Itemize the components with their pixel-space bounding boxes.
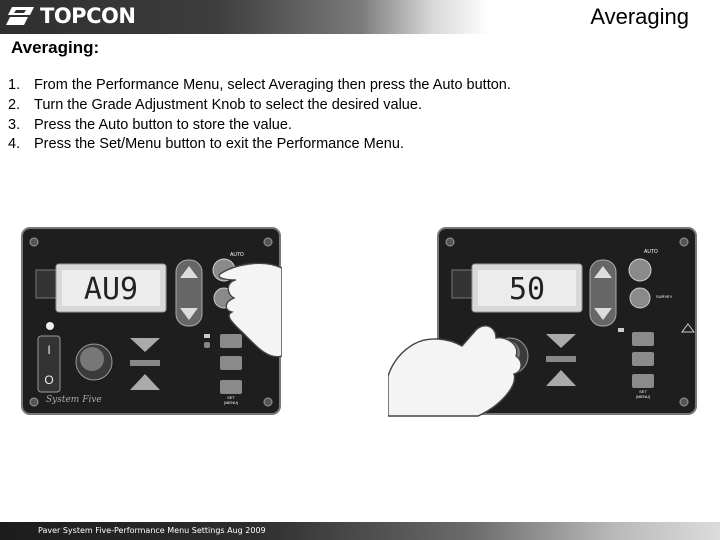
steps-list bbox=[8, 76, 511, 155]
screw-icon bbox=[680, 398, 688, 406]
right-button-2[interactable] bbox=[632, 352, 654, 366]
menu-label: (MENU) bbox=[635, 394, 651, 399]
step-number: 3. bbox=[8, 116, 21, 133]
screw-icon bbox=[446, 238, 454, 246]
step-text: Press the Set/Menu button to exit the Performance Menu. bbox=[34, 136, 404, 153]
auto-label: AUTO bbox=[644, 249, 658, 255]
right-control-panel bbox=[388, 226, 700, 418]
left-control-panel bbox=[20, 226, 282, 418]
set-label: SET bbox=[227, 395, 235, 400]
header-bar bbox=[0, 0, 720, 34]
lcd-value: AU9 bbox=[83, 272, 139, 307]
switch-on-label: I bbox=[47, 343, 51, 357]
list-item bbox=[8, 135, 511, 155]
screw-icon bbox=[264, 238, 272, 246]
topcon-logo bbox=[6, 3, 135, 29]
right-button-1[interactable] bbox=[632, 332, 654, 346]
middle-bar-button[interactable] bbox=[546, 356, 576, 362]
screw-icon bbox=[30, 398, 38, 406]
step-number: 1. bbox=[8, 77, 21, 93]
screw-icon bbox=[30, 238, 38, 246]
menu-label: (MENU) bbox=[223, 400, 239, 405]
list-item bbox=[8, 76, 511, 96]
panel-logo-icon bbox=[452, 270, 474, 298]
screw-icon bbox=[680, 238, 688, 246]
set-label: SET bbox=[639, 389, 647, 394]
survey-label: SURVEY bbox=[656, 294, 673, 299]
small-button[interactable] bbox=[204, 342, 210, 348]
footer-bar bbox=[0, 522, 720, 540]
system-five-brand: System Five bbox=[46, 395, 102, 405]
header-title: Averaging bbox=[590, 4, 689, 29]
middle-bar-button[interactable] bbox=[130, 360, 160, 366]
topcon-logo-icon bbox=[6, 5, 36, 27]
right-button-2[interactable] bbox=[220, 356, 242, 370]
list-item bbox=[8, 116, 511, 136]
panel-logo-icon bbox=[36, 270, 58, 298]
survey-button[interactable] bbox=[630, 288, 650, 308]
auto-button[interactable] bbox=[629, 259, 651, 281]
footer-text: Paver System Five-Performance Menu Settings Aug 2009 bbox=[38, 526, 266, 535]
grade-icon bbox=[618, 328, 624, 332]
step-number: 2. bbox=[8, 96, 21, 113]
set-menu-button[interactable] bbox=[632, 374, 654, 388]
grade-icon bbox=[204, 334, 210, 338]
list-item bbox=[8, 96, 511, 116]
right-button-1[interactable] bbox=[220, 334, 242, 348]
step-text: From the Performance Menu, select Averaging then press the Auto button. bbox=[34, 77, 511, 93]
set-menu-button[interactable] bbox=[220, 380, 242, 394]
screw-icon bbox=[264, 398, 272, 406]
lcd-value: 50 bbox=[508, 272, 546, 307]
power-led bbox=[46, 322, 54, 330]
brand-name: TOPCON bbox=[40, 4, 136, 28]
auto-label: AUTO bbox=[230, 252, 244, 258]
step-text: Turn the Grade Adjustment Knob to select the desired value. bbox=[34, 96, 422, 113]
step-text: Press the Auto button to store the value. bbox=[34, 116, 292, 133]
slide-heading: Averaging: bbox=[11, 38, 100, 57]
step-number: 4. bbox=[8, 136, 21, 153]
switch-off-label: O bbox=[44, 373, 54, 387]
